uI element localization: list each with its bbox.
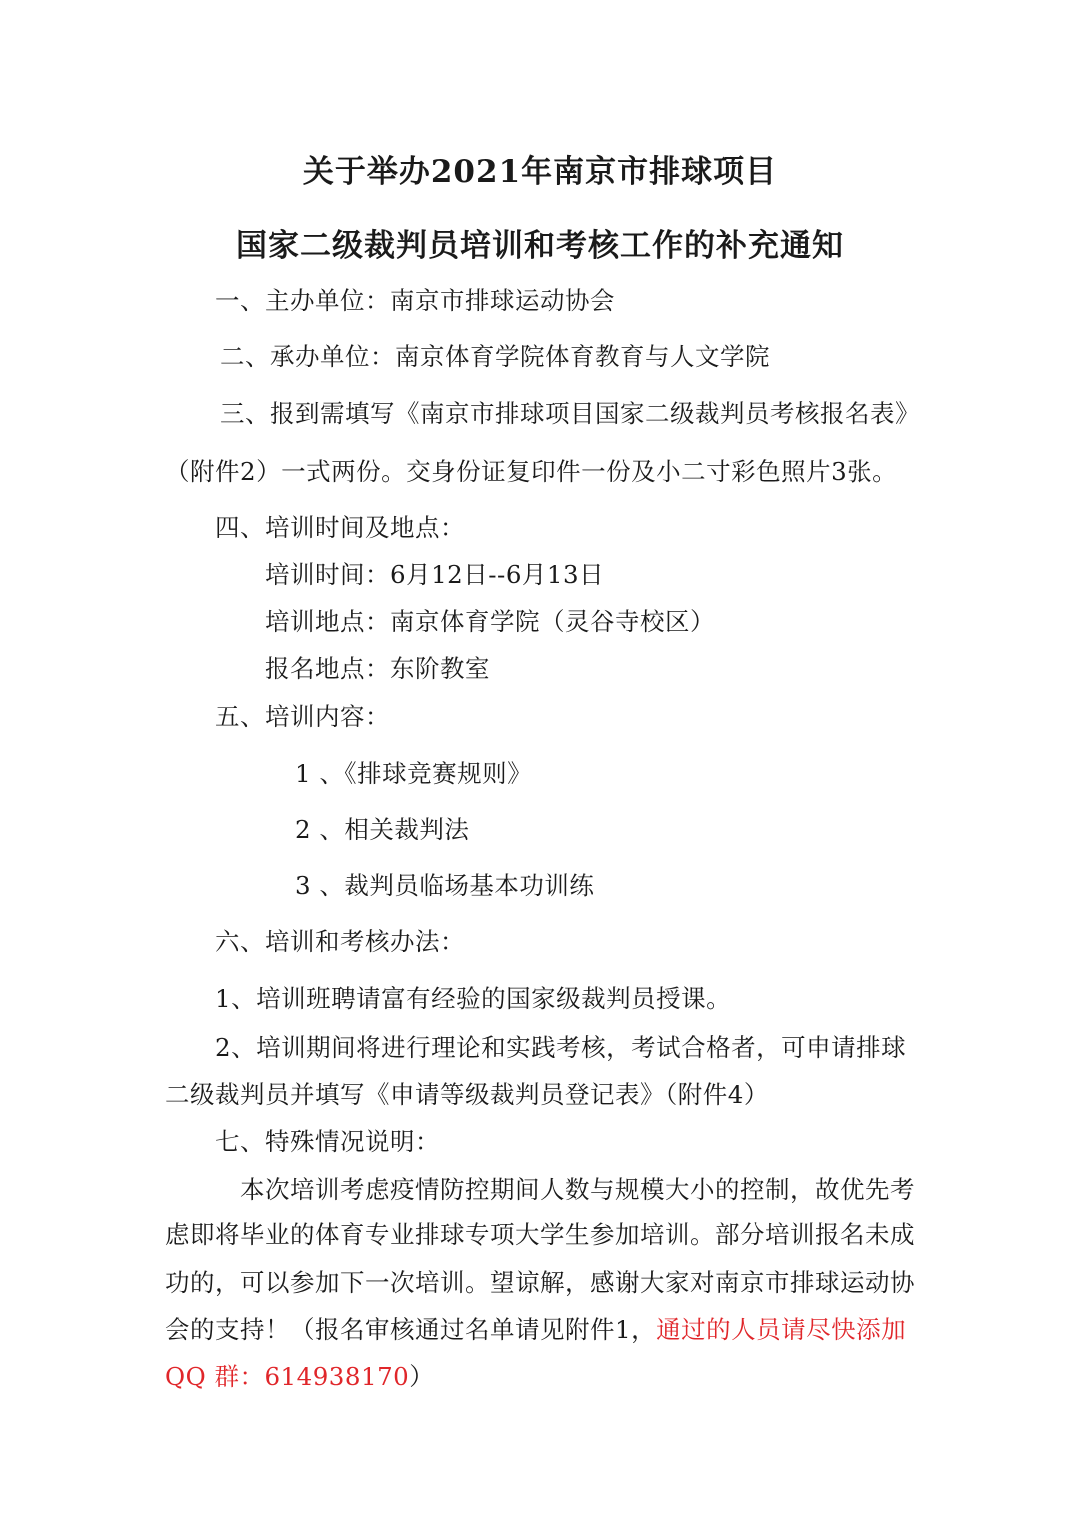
section-4-time: 培训时间：6月12日--6月13日 [265,560,605,589]
section-1: 一、主办单位：南京市排球运动协会 [215,286,615,315]
section-4-signup: 报名地点：东阶教室 [265,654,490,683]
section-7-heading: 七、特殊情况说明： [215,1127,440,1156]
closing-paren: ） [409,1362,435,1391]
section-7-line-2: 虑即将毕业的体育专业排球专项大学生参加培训。部分培训报名未成 [165,1220,915,1249]
title-line-2: 国家二级裁判员培训和考核工作的补充通知 [236,228,844,264]
section-7-line-4-text: 会的支持！（报名审核通过名单请见附件1， [165,1315,657,1344]
section-6-item-2-line-1: 2、培训期间将进行理论和实践考核，考试合格者，可申请排球 [215,1033,907,1062]
section-7-line-3: 功的，可以参加下一次培训。望谅解，感谢大家对南京市排球运动协 [165,1268,915,1297]
section-6-item-2-line-2: 二级裁判员并填写《申请等级裁判员登记表》（附件4） [165,1080,769,1109]
title-line-1: 关于举办2021年南京市排球项目 [302,154,778,190]
qq-group-number: QQ 群：614938170 [165,1362,410,1391]
section-4-heading: 四、培训时间及地点： [215,513,465,542]
section-3-line-1: 三、报到需填写《南京市排球项目国家二级裁判员考核报名表》 [220,399,920,428]
section-7-line-4 [165,1315,907,1344]
section-3-line-2: （附件2）一式两份。交身份证复印件一份及小二寸彩色照片3张。 [165,457,898,486]
section-5-item-3: 3 、裁判员临场基本功训练 [295,871,595,900]
section-6-heading: 六、培训和考核办法： [215,927,465,956]
section-5-item-1: 1 、《排球竞赛规则》 [295,759,533,788]
section-4-place: 培训地点：南京体育学院（灵谷寺校区） [265,607,715,636]
section-5-item-2: 2 、相关裁判法 [295,815,470,844]
highlight-add-group: 通过的人员请尽快添加 [656,1315,907,1344]
section-2: 二、承办单位：南京体育学院体育教育与人文学院 [220,342,770,371]
section-7-line-1: 本次培训考虑疫情防控期间人数与规模大小的控制，故优先考 [240,1175,915,1204]
section-5-heading: 五、培训内容： [215,702,390,731]
section-6-item-1: 1、培训班聘请富有经验的国家级裁判员授课。 [215,984,732,1013]
section-7-line-5 [165,1362,435,1391]
